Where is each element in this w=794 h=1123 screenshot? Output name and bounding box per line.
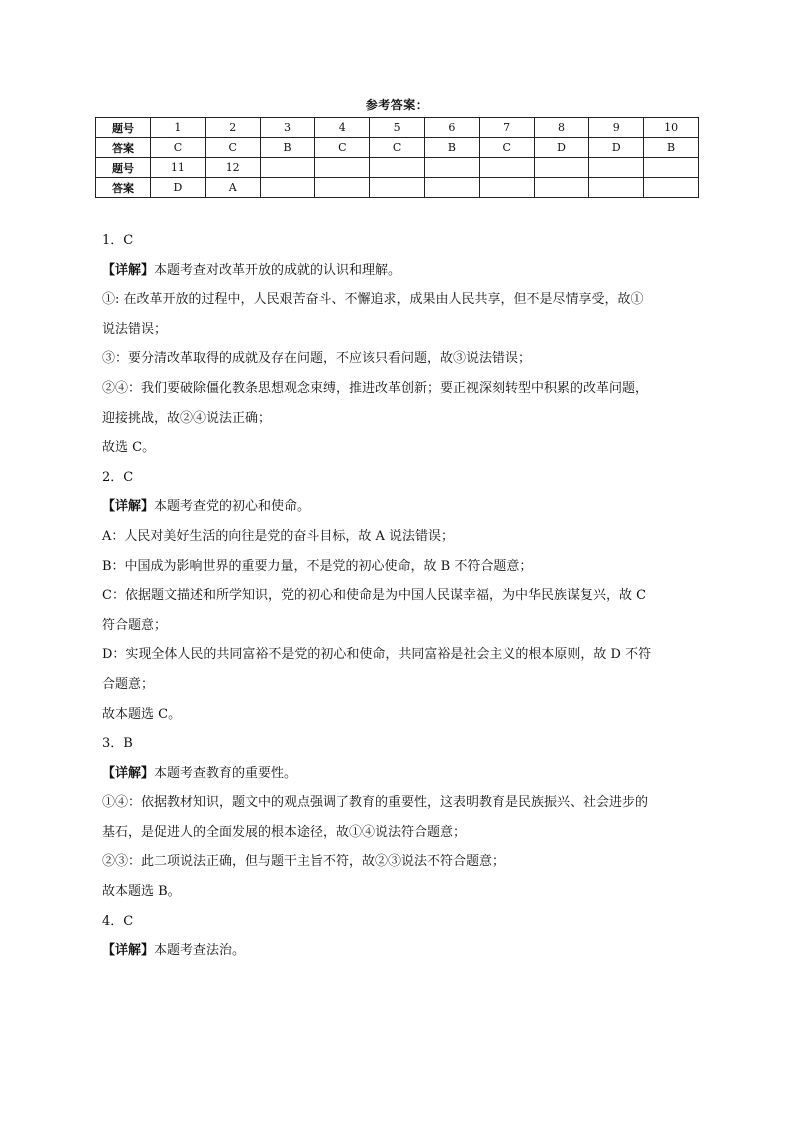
explanation-line: 符合题意； — [102, 617, 168, 633]
explanation-line: ②④：我们要破除僵化教条思想观念束缚，推进改革创新；要正视深刻转型中积累的改革问题， — [102, 380, 649, 396]
table-row — [96, 138, 699, 158]
answer-cell: D — [534, 138, 589, 158]
row-label-question: 题号 — [96, 118, 151, 138]
question-number: 2 — [205, 118, 260, 138]
question-heading: 3．B — [102, 736, 133, 752]
explanation-conclusion: 故本题选 C。 — [102, 706, 182, 722]
question-heading: 4．C — [102, 913, 134, 929]
question-number: 7 — [479, 118, 534, 138]
answer-cell: C — [370, 138, 425, 158]
question-number: 12 — [205, 158, 260, 178]
question-number — [534, 158, 589, 178]
explanation-line: C：依据题文描述和所学知识，党的初心和使命是为中国人民谋幸福，为中华民族谋复兴，故 C — [102, 588, 647, 604]
answer-cell: D — [589, 138, 644, 158]
explanation-line: B：中国成为影响世界的重要力量，不是党的初心使命，故 B 不符合题意； — [102, 558, 533, 574]
explanation-intro: 【详解】本题考查法治。 — [102, 943, 246, 959]
question-heading: 1．C — [102, 233, 134, 248]
explanation-line: ①: 在改革开放的过程中，人民艰苦奋斗、不懈追求，成果由人民共享，但不是尽情享受，故① — [102, 292, 644, 308]
question-number — [424, 158, 479, 178]
answer-cell: C — [205, 138, 260, 158]
explanation-line: 合题意； — [102, 676, 155, 692]
explanation-line: 说法错误； — [102, 321, 168, 337]
answer-cell — [370, 178, 425, 198]
explanation-conclusion: 故选 C。 — [102, 440, 156, 456]
question-number — [260, 158, 315, 178]
question-number: 8 — [534, 118, 589, 138]
answer-cell — [424, 178, 479, 198]
explanation-line: 迎接挑战，故②④说法正确； — [102, 410, 272, 426]
answer-cell: C — [315, 138, 370, 158]
answer-cell: B — [260, 138, 315, 158]
explanation-intro: 【详解】本题考查对改革开放的成就的认识和理解。 — [102, 262, 402, 278]
row-label-answer: 答案 — [96, 178, 151, 198]
answer-cell — [534, 178, 589, 198]
answer-cell — [589, 178, 644, 198]
answer-cell: D — [151, 178, 206, 198]
question-number: 10 — [644, 118, 699, 138]
explanation-conclusion: 故本题选 B。 — [102, 884, 181, 900]
detail-tag: 【详解】 — [102, 765, 155, 781]
question-number: 1 — [151, 118, 206, 138]
explanation-line: D：实现全体人民的共同富裕不是党的初心和使命，共同富裕是社会主义的根本原则，故 D 不符 — [102, 647, 652, 663]
table-row — [96, 178, 699, 198]
answer-cell — [644, 178, 699, 198]
question-number — [315, 158, 370, 178]
answer-table — [95, 117, 699, 198]
question-number: 5 — [370, 118, 425, 138]
row-label-question: 题号 — [96, 158, 151, 178]
question-number — [644, 158, 699, 178]
explanation-line: A：人民对美好生活的向往是党的奋斗目标，故 A 说法错误； — [102, 528, 455, 544]
question-number: 4 — [315, 118, 370, 138]
explanation-line: ②③：此二项说法正确，但与题干主旨不符，故②③说法不符合题意； — [102, 854, 506, 870]
answer-cell — [315, 178, 370, 198]
detail-tag: 【详解】 — [102, 262, 155, 278]
answer-cell: C — [479, 138, 534, 158]
question-number — [370, 158, 425, 178]
question-number — [589, 158, 644, 178]
answer-cell: B — [644, 138, 699, 158]
answer-cell: C — [151, 138, 206, 158]
answer-cell: B — [424, 138, 479, 158]
detail-tag: 【详解】 — [102, 943, 155, 959]
explanation-intro: 【详解】本题考查党的初心和使命。 — [102, 499, 311, 515]
explanation-line: ①④：依据教材知识，题文中的观点强调了教育的重要性，这表明教育是民族振兴、社会进步的 — [102, 795, 649, 811]
question-number — [479, 158, 534, 178]
table-row — [96, 158, 699, 178]
answer-cell — [260, 178, 315, 198]
explanations — [102, 226, 706, 966]
question-number: 6 — [424, 118, 479, 138]
row-label-answer: 答案 — [96, 138, 151, 158]
table-row — [96, 118, 699, 138]
detail-tag: 【详解】 — [102, 499, 155, 515]
answer-cell: A — [205, 178, 260, 198]
question-heading: 2．C — [102, 469, 134, 485]
question-number: 9 — [589, 118, 644, 138]
explanation-line: ③：要分清改革取得的成就及存在问题，不应该只看问题，故③说法错误； — [102, 351, 532, 367]
explanation-line: 基石，是促进人的全面发展的根本途径，故①④说法符合题意； — [102, 824, 467, 840]
question-number: 11 — [151, 158, 206, 178]
answer-cell — [479, 178, 534, 198]
explanation-intro: 【详解】本题考查教育的重要性。 — [102, 765, 298, 781]
question-number: 3 — [260, 118, 315, 138]
page-title: 参考答案： — [365, 98, 429, 112]
